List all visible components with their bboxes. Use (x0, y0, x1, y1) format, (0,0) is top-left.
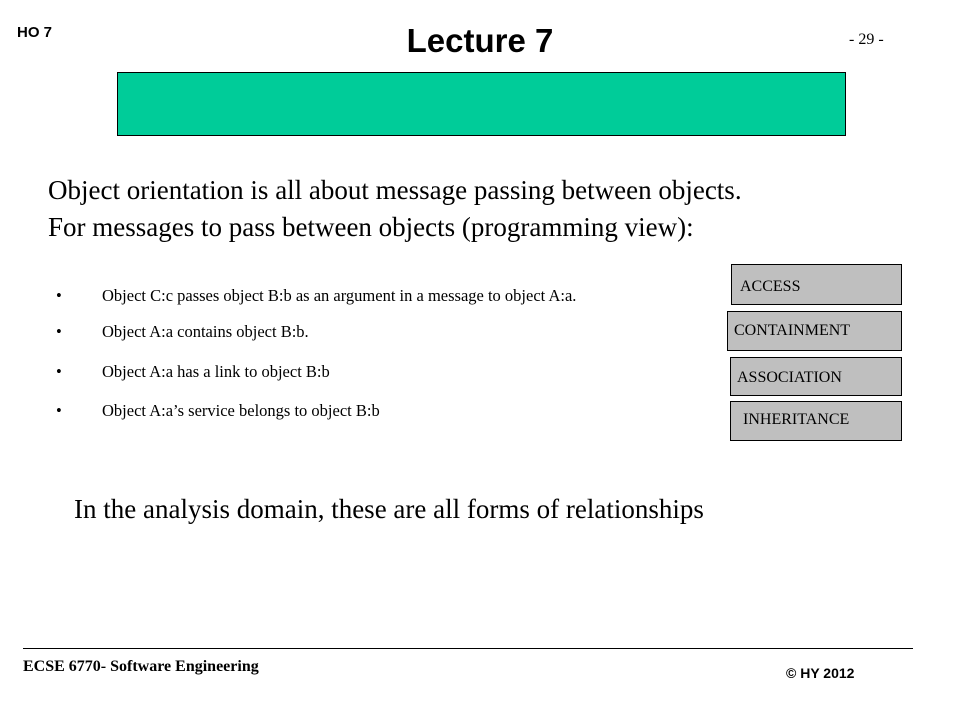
intro-line-2: For messages to pass between objects (programming view): (48, 212, 694, 242)
intro-text (48, 172, 928, 246)
copyright: © HY 2012 (786, 665, 855, 681)
bullet-text: Object A:a has a link to object B:b (102, 362, 330, 381)
bullet-marker: • (56, 362, 62, 381)
course-name: ECSE 6770- Software Engineering (23, 658, 259, 675)
handout-number: HO 7 (17, 24, 53, 41)
bullet-text: Object A:a contains object B:b. (102, 322, 309, 341)
containment-box: CONTAINMENT (727, 311, 902, 351)
bullet-text: Object C:c passes object B:b as an argument in a message to object A:a. (102, 286, 577, 305)
page-title: Lecture 7 (406, 22, 554, 59)
page-number: - 29 - (849, 31, 884, 48)
inheritance-box: INHERITANCE (730, 401, 902, 441)
title-banner (117, 72, 846, 136)
footer-divider (23, 648, 913, 649)
intro-line-1: Object orientation is all about message passing between objects. (48, 175, 742, 205)
access-box: ACCESS (731, 264, 902, 305)
bullet-marker: • (56, 322, 62, 341)
bullet-marker: • (56, 401, 62, 420)
bullet-marker: • (56, 286, 62, 305)
association-box: ASSOCIATION (730, 357, 902, 396)
closing-statement: In the analysis domain, these are all forms of relationships (74, 494, 704, 524)
bullet-text: Object A:a’s service belongs to object B:b (102, 401, 380, 420)
